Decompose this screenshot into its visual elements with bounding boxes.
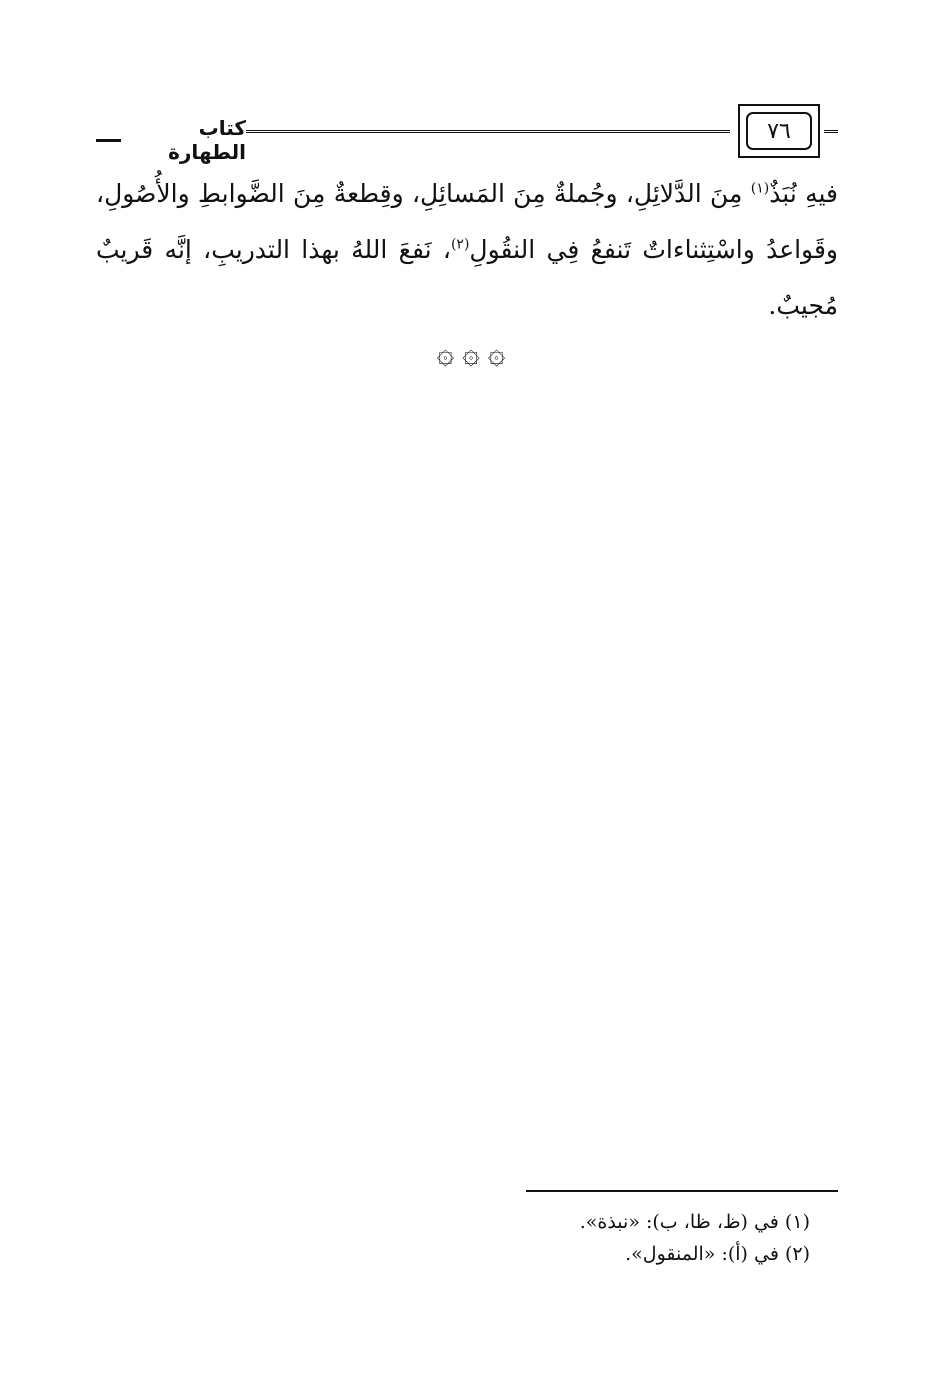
- footnote-ref-2[interactable]: (٢): [450, 236, 470, 253]
- title-dash: [96, 139, 121, 142]
- footnote-1: (١) في (ظ، ظا، ب): «نبذة».: [579, 1211, 810, 1233]
- header-rule-end: [824, 130, 838, 133]
- page-number-frame: [738, 104, 820, 158]
- page-number: ٧٦: [746, 112, 812, 150]
- footnote-ref-1[interactable]: (١): [750, 180, 770, 197]
- footnote-2: (٢) في (أ): «المنقول».: [625, 1243, 810, 1265]
- star-ornament-icon: ۞: [487, 336, 506, 371]
- main-paragraph: [96, 166, 838, 334]
- paragraph-part: ، نَفعَ اللهُ بهذا التدريبِ، إنَّه قَريبٌ مُجيبٌ.: [96, 235, 838, 320]
- page-header: [96, 104, 838, 164]
- paragraph-part: فيهِ نُبَذٌ: [769, 179, 838, 208]
- header-rule: [246, 130, 730, 133]
- footnotes: [420, 1206, 810, 1270]
- star-ornament-icon: ۞: [436, 336, 455, 371]
- star-ornament-icon: ۞: [462, 336, 480, 371]
- paragraph-part: مِنَ الدَّلائِلِ، وجُملةٌ مِنَ المَسائِلِ، وقِطعةٌ مِنَ الضَّوابطِ والأُصُولِ، وقَواعدُ واسْتِثناءاتٌ تَنفعُ فِي النقُولِ: [96, 179, 838, 264]
- footnote-separator: [526, 1190, 838, 1192]
- running-title: [96, 116, 246, 164]
- section-divider: [0, 336, 942, 371]
- running-title-text: كتاب الطهارة: [168, 116, 246, 164]
